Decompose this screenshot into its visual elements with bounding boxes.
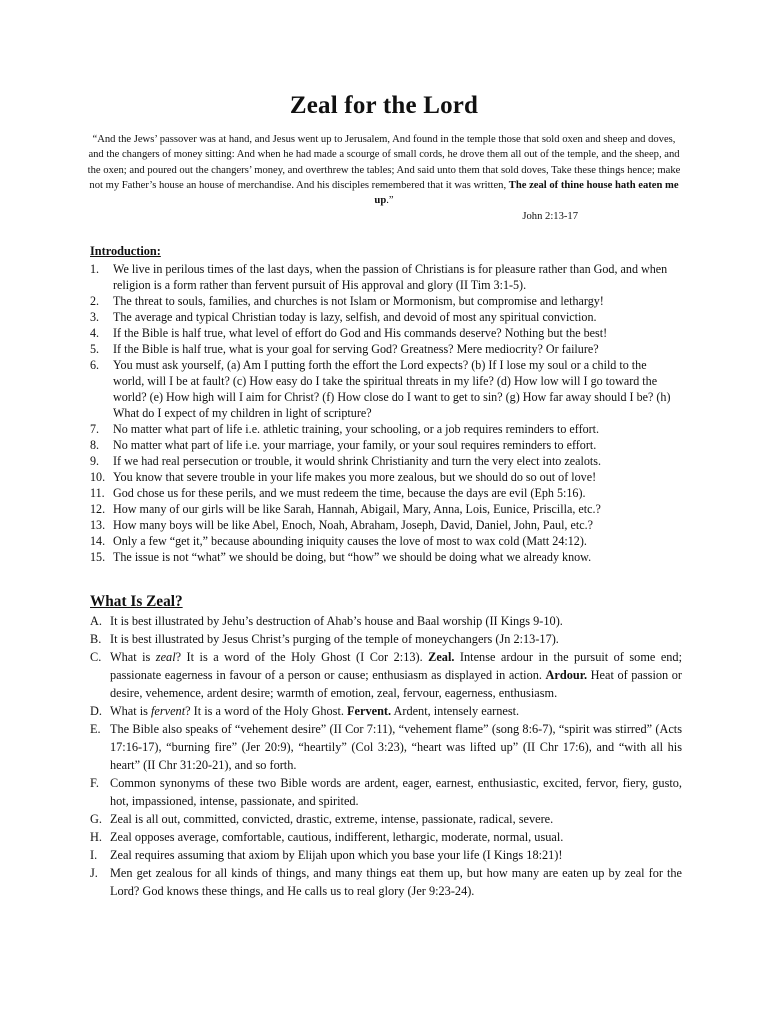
list-item [90,612,682,630]
item-number: 14. [90,534,106,548]
item-letter: E. [90,722,101,736]
item-number: 13. [90,518,106,532]
item-text: If the Bible is half true, what level of effort do God and His commands deserve? Nothing but the best! [113,326,608,340]
item-number: 1. [90,262,100,276]
list-item [90,485,680,501]
list-item [90,357,680,421]
item-number: 5. [90,342,100,356]
item-text-part: What is [110,704,151,718]
item-text-part: Intense ardour in the pursuit of some end; passionate eagerness in favour of a person or cause; enthusiasm as displayed in action. [110,650,682,682]
item-text: It is best illustrated by Jehu’s destruction of Ahab’s house and Baal worship (II Kings 9-10). [110,614,563,628]
item-text: If we had real persecution or trouble, it would shrink Christianity and turn the very elect into zealots. [113,454,601,468]
defined-term: Fervent. [347,704,392,718]
item-text-part: ? It is a word of the Holy Ghost. [185,704,348,718]
item-number: 10. [90,470,106,484]
item-letter: J. [90,866,98,880]
list-item [90,702,682,720]
item-letter: F. [90,776,99,790]
item-number: 7. [90,422,100,436]
item-number: 15. [90,550,106,564]
list-item [90,293,680,309]
list-item [90,437,680,453]
item-text-part: Ardent, intensely earnest. [391,704,520,718]
item-number: 9. [90,454,100,468]
item-number: 2. [90,294,100,308]
list-item [90,774,682,810]
list-item [90,261,680,293]
item-number: 3. [90,310,100,324]
item-letter: I. [90,848,98,862]
item-text-part: What is [110,650,156,664]
item-text: The threat to souls, families, and churches is not Islam or Mormonism, but compromise and lethargy! [113,294,604,308]
item-text: Men get zealous for all kinds of things, and many things eat them up, but how many are eaten up by zeal for the Lord? God knows these things, and He calls us to real glory (Jer 9:23-24). [110,866,682,898]
item-text: How many boys will be like Abel, Enoch, Noah, Abraham, Joseph, David, Daniel, John, Paul, etc.? [113,518,593,532]
item-text: Zeal opposes average, comfortable, cautious, indifferent, lethargic, moderate, normal, usual. [110,830,564,844]
item-letter: H. [90,830,102,844]
quote-end: .” [386,195,394,207]
item-number: 4. [90,326,100,340]
list-item [90,810,682,828]
item-text: No matter what part of life i.e. athletic training, your schooling, or a job requires reminders to effort. [113,422,600,436]
item-text: No matter what part of life i.e. your marriage, your family, or your soul requires reminders to effort. [113,438,597,452]
list-item [90,469,680,485]
list-item [90,501,680,517]
list-item [90,549,680,565]
item-text: Zeal requires assuming that axiom by Elijah upon which you base your life (I Kings 18:21)! [110,848,563,862]
item-text: The issue is not “what” we should be doing, but “how” we should be doing what we already know. [113,550,592,564]
list-item [90,828,682,846]
item-letter: C. [90,650,102,664]
item-text: Zeal is all out, committed, convicted, drastic, extreme, intense, passionate, radical, severe. [110,812,554,826]
introduction-heading: Introduction: [90,244,161,258]
item-letter: A. [90,614,102,628]
what-is-zeal-heading: What Is Zeal? [90,593,183,610]
list-item [90,517,680,533]
list-item [90,309,680,325]
quote-emphasis: The zeal of thine house hath eaten me up [374,179,679,207]
item-text: Common synonyms of these two Bible words are ardent, eager, earnest, enthusiastic, excited, fervor, fiery, gusto, hot, impassioned, intense, passionate, and spirited. [110,776,682,808]
scripture-quote [86,132,682,208]
item-number: 6. [90,358,100,372]
item-text: The Bible also speaks of “vehement desire” (II Cor 7:11), “vehement flame” (song 8:6-7), “spirit was stirred” (Acts 17:16-17), “burning fire” (Jer 20:9), “heartily” (Col 3:23), “heart was lifted up” (II Chr 17:6), and “with all his heart” (II Chr 31:20-21), and so forth. [110,722,682,772]
list-item [90,864,682,900]
item-letter: G. [90,812,102,826]
page-title: Zeal for the Lord [289,92,479,119]
list-item [90,325,680,341]
list-item [90,720,682,774]
item-text: The average and typical Christian today is lazy, selfish, and devoid of most any spiritual conviction. [113,310,597,324]
what-is-zeal-list [90,612,682,900]
item-text: Only a few “get it,” because abounding iniquity causes the love of most to wax cold (Matt 24:12). [113,534,587,548]
defined-term: Ardour. [545,668,588,682]
item-number: 8. [90,438,100,452]
italic-term: fervent [150,704,186,718]
item-text: You know that severe trouble in your life makes you more zealous, but we should do so out of love! [113,470,597,484]
italic-term: zeal [155,650,176,664]
quote-citation: John 2:13-17 [522,211,578,222]
list-item [90,630,682,648]
item-number: 12. [90,502,106,516]
item-text: It is best illustrated by Jesus Christ’s purging of the temple of moneychangers (Jn 2:13-17). [110,632,559,646]
list-item [90,421,680,437]
list-item [90,846,682,864]
item-text: You must ask yourself, (a) Am I putting forth the effort the Lord expects? (b) If I lose my soul or a child to the world, will I be at fault? (c) How easy do I take the spiritual threats in my life? (d) How low will I go toward the world? (e) How high will I aim for Christ? (f) How close do I want to get to sin? (g) How far away should I be? (h) What do I expect of my children in light of scripture? [113,358,671,420]
item-letter: B. [90,632,102,646]
item-text-part: ? It is a word of the Holy Ghost (I Cor 2:13). [175,650,429,664]
list-item [90,453,680,469]
item-letter: D. [90,704,102,718]
introduction-list [90,261,680,565]
list-item [90,648,682,702]
item-number: 11. [90,486,105,500]
item-text: We live in perilous times of the last days, when the passion of Christians is for pleasure rather than God, and when religion is a form rather than fervent pursuit of His approval and glory (II Tim 3:1-5). [113,262,668,292]
item-text: God chose us for these perils, and we must redeem the time, because the days are evil (Eph 5:16). [113,486,586,500]
item-text: How many of our girls will be like Sarah, Hannah, Abigail, Mary, Anna, Lois, Eunice, Priscilla, etc.? [113,502,601,516]
defined-term: Zeal. [428,650,455,664]
item-text: If the Bible is half true, what is your goal for serving God? Greatness? Mere mediocrity? Or failure? [113,342,599,356]
list-item [90,341,680,357]
list-item [90,533,680,549]
quote-text: “And the Jews’ passover was at hand, and Jesus went up to Jerusalem, And found in the temple those that sold oxen and sheep and doves, and the changers of money sitting: And when he had made a scourge of small cords, he drove them all out of the temple, and the sheep, and the oxen; and poured out the changers’ money, and overthrew the tables; And said unto them that sold doves, Take these things hence; make not my Father’s house an house of merchandise. And his disciples remembered that it was written, [87,134,681,191]
item-text-part: Heat of passion or desire, vehemence, ardent desire; warmth of emotion, zeal, fervour, eagerness, enthusiasm. [110,668,682,700]
